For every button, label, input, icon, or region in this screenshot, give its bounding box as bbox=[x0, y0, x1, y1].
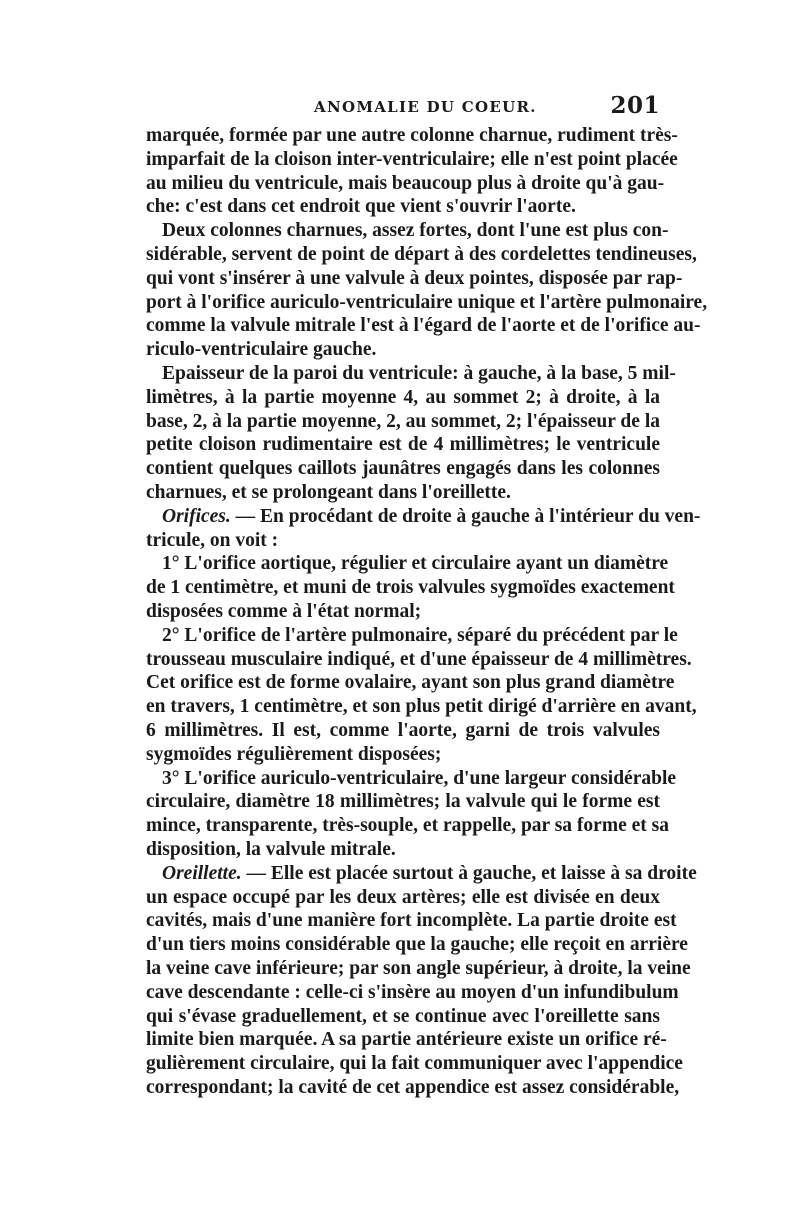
text-line: limite bien marquée. A sa partie antérieure existe un orifice ré- bbox=[146, 1029, 667, 1051]
text-line: comme la valvule mitrale l'est à l'égard de l'aorte et de l'orifice au- bbox=[146, 315, 701, 337]
text-line: gulièrement circulaire, qui la fait communiquer avec l'appendice bbox=[146, 1053, 683, 1075]
text-line: 3° L'orifice auriculo-ventriculaire, d'une largeur considérable bbox=[162, 767, 677, 789]
text-line: Orifices. — En procédant de droite à gauche à l'intérieur du ven- bbox=[162, 505, 701, 527]
text-line: cavités, mais d'une manière fort incomplète. La partie droite est bbox=[146, 910, 677, 932]
section-heading: Orifices. bbox=[162, 505, 231, 527]
text-line: Deux colonnes charnues, assez fortes, dont l'une est plus con- bbox=[162, 220, 669, 242]
text-line: base, 2, à la partie moyenne, 2, au sommet, 2; l'épaisseur de la bbox=[146, 410, 660, 432]
text-line: disposition, la valvule mitrale. bbox=[146, 839, 396, 860]
text-line: marquée, formée par une autre colonne charnue, rudiment très- bbox=[146, 125, 678, 146]
text-line: disposées comme à l'état normal; bbox=[146, 601, 422, 622]
text-line: qui s'évase graduellement, et se continue avec l'oreillette sans bbox=[146, 1005, 660, 1027]
text-line: petite cloison rudimentaire est de 4 millimètres; le ventricule bbox=[146, 434, 660, 456]
text-line: mince, transparente, très-souple, et rappelle, par sa forme et sa bbox=[146, 815, 669, 837]
text-line: riculo-ventriculaire gauche. bbox=[146, 339, 377, 361]
text-line: correspondant; la cavité de cet appendice est assez considérable, bbox=[146, 1077, 680, 1098]
text-line: de 1 centimètre, et muni de trois valvules sygmoïdes exactement bbox=[146, 577, 675, 599]
text-line: limètres, à la partie moyenne 4, au sommet 2; à droite, à la bbox=[146, 386, 660, 408]
text-line: en travers, 1 centimètre, et son plus petit dirigé d'arrière en avant, bbox=[146, 696, 697, 718]
page-number: 201 bbox=[610, 92, 660, 119]
section-heading: Oreillette. bbox=[162, 862, 242, 884]
text-line: la veine cave inférieure; par son angle supérieur, à droite, la veine bbox=[146, 958, 691, 979]
text-line: au milieu du ventricule, mais beaucoup plus à droite qu'à gau- bbox=[146, 172, 665, 194]
text-line: un espace occupé par les deux artères; elle est divisée en deux bbox=[146, 886, 660, 908]
text-line: circulaire, diamètre 18 millimètres; la valvule qui le forme est bbox=[146, 791, 660, 813]
text-line: 6 millimètres. Il est, comme l'aorte, garni de trois valvules bbox=[146, 720, 660, 741]
text-line: 2° L'orifice de l'artère pulmonaire, séparé du précédent par le bbox=[162, 624, 678, 646]
text-line: d'un tiers moins considérable que la gauche; elle reçoit en arrière bbox=[146, 934, 688, 956]
text-line: tricule, on voit : bbox=[146, 529, 279, 551]
text-line: contient quelques caillots jaunâtres engagés dans les colonnes bbox=[146, 458, 660, 480]
header-title: ANOMALIE DU COEUR. bbox=[314, 98, 537, 116]
text-line: trousseau musculaire indiqué, et d'une épaisseur de 4 millimètres. bbox=[146, 648, 692, 670]
text-line: port à l'orifice auriculo-ventriculaire unique et l'artère pulmonaire, bbox=[146, 291, 708, 313]
text-line: Oreillette. — Elle est placée surtout à gauche, et laisse à sa droite bbox=[162, 862, 697, 884]
text-line: sygmoïdes régulièrement disposées; bbox=[146, 743, 442, 765]
running-header bbox=[148, 92, 660, 122]
text-line: charnues, et se prolongeant dans l'oreillette. bbox=[146, 482, 511, 503]
text-line: Cet orifice est de forme ovalaire, ayant son plus grand diamètre bbox=[146, 672, 675, 694]
text-line: 1° L'orifice aortique, régulier et circulaire ayant un diamètre bbox=[162, 553, 669, 575]
text-line: sidérable, servent de point de départ à des cordelettes tendineuses, bbox=[146, 244, 697, 265]
text-line: cave descendante : celle-ci s'insère au moyen d'un infundibulum bbox=[146, 981, 679, 1003]
text-line: imparfait de la cloison inter-ventriculaire; elle n'est point placée bbox=[146, 148, 678, 170]
text-line: qui vont s'insérer à une valvule à deux pointes, disposée par rap- bbox=[146, 267, 683, 289]
text-line: che: c'est dans cet endroit que vient s'ouvrir l'aorte. bbox=[146, 196, 576, 218]
text-line: Epaisseur de la paroi du ventricule: à gauche, à la base, 5 mil- bbox=[162, 363, 676, 384]
